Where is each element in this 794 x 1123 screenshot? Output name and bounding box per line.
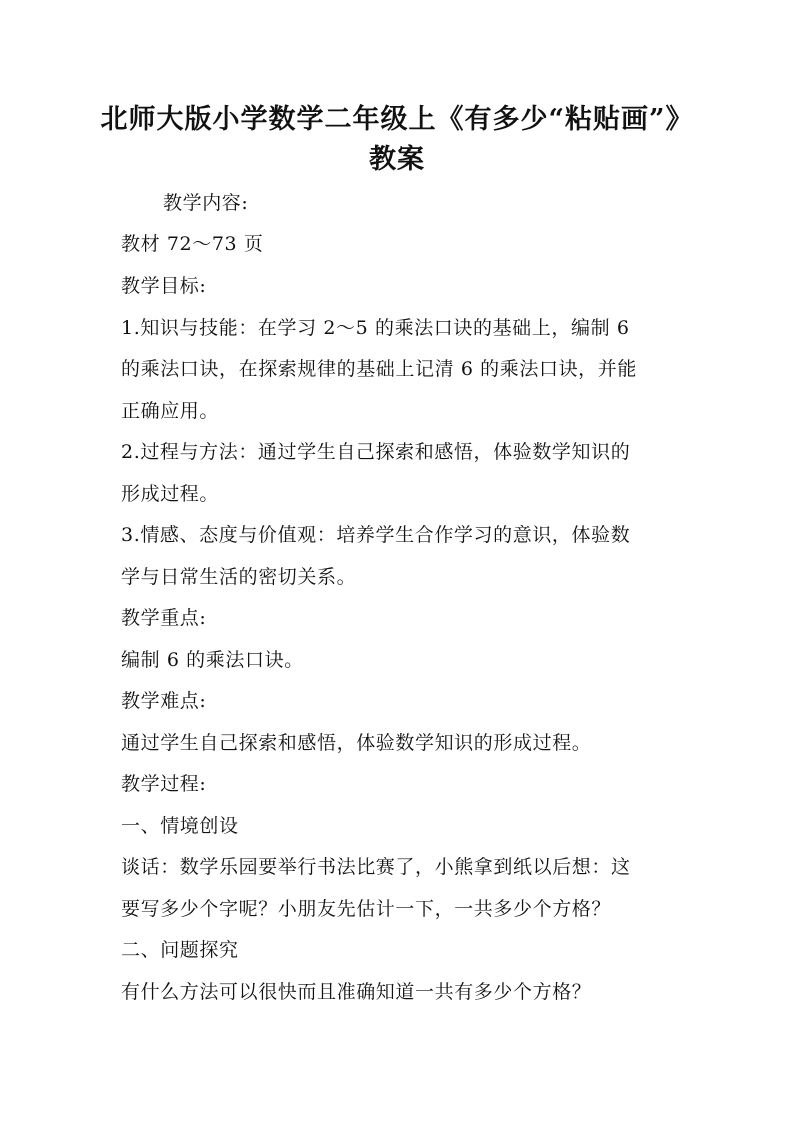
body-line: 有什么方法可以很快而且准确知道一共有多少个方格？ [121,981,592,1003]
section-heading-process: 教学过程: [121,773,207,795]
body-line: 学与日常生活的密切关系。 [121,566,357,588]
body-line: 的乘法口诀，在探索规律的基础上记清 6 的乘法口诀，并能 [121,358,637,380]
body-line: 形成过程。 [121,483,220,505]
document-title-continued: 教案 [369,144,425,175]
body-line: 正确应用。 [121,400,220,422]
body-line: 2.过程与方法：通过学生自己探索和感悟，体验数学知识的 [121,441,631,463]
subsection-heading: 二、问题探究 [121,939,239,961]
body-line: 1.知识与技能：在学习 2～5 的乘法口诀的基础上，编制 6 [121,317,630,339]
document-title: 北师大版小学数学二年级上《有多少“粘贴画”》 [100,104,694,135]
body-line: 教材 72～73 页 [121,233,264,255]
body-line: 通过学生自己探索和感悟，体验数学知识的形成过程。 [121,732,592,754]
section-heading-key-points: 教学重点: [121,607,207,629]
body-line: 要写多少个字呢？小朋友先估计一下，一共多少个方格？ [121,898,612,920]
body-line: 编制 6 的乘法口诀。 [121,649,304,671]
section-heading-objectives: 教学目标: [121,275,207,297]
body-line: 谈话：数学乐园要举行书法比赛了，小熊拿到纸以后想：这 [121,856,631,878]
body-line: 3.情感、态度与价值观：培养学生合作学习的意识，体验数 [121,524,631,546]
section-heading-content: 教学内容: [163,192,249,214]
section-heading-difficulties: 教学难点: [121,690,207,712]
subsection-heading: 一、情境创设 [121,815,239,837]
